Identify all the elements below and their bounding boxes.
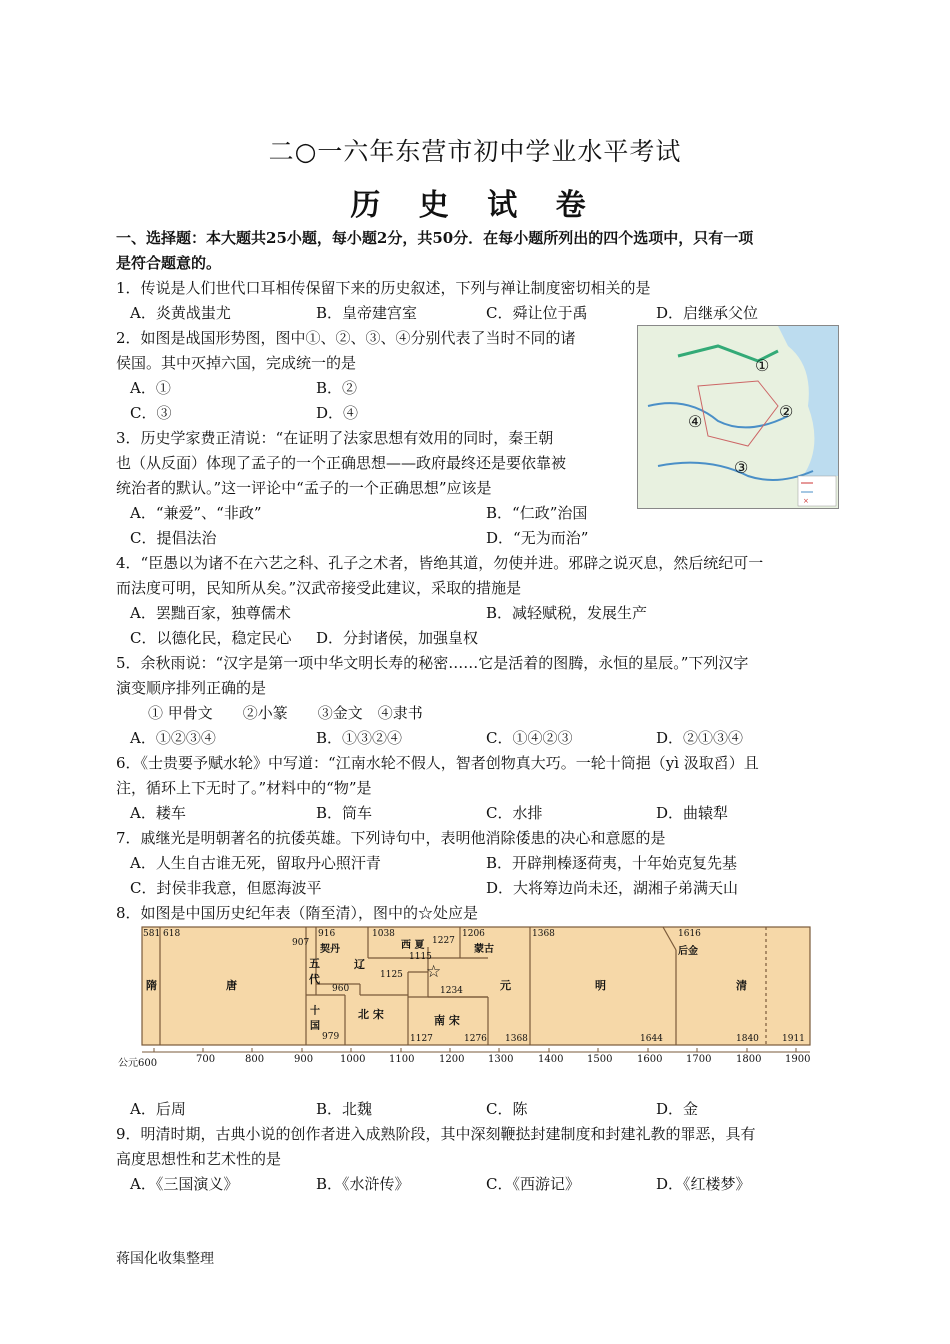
q3-option-c[interactable]: C．提倡法治 xyxy=(130,529,217,547)
q7-option-a[interactable]: A．人生自古谁无死，留取丹心照汗青 xyxy=(130,854,381,872)
axis-1000: 1000 xyxy=(340,1054,366,1065)
q5-stem: 5．余秋雨说：“汉字是第一项中华文明长寿的秘密……它是活着的图腾，永恒的星辰。”下列汉字 xyxy=(116,654,749,672)
star-marker: ☆ xyxy=(426,962,442,982)
axis-600: 公元600 xyxy=(118,1058,158,1069)
q2-option-b[interactable]: B．② xyxy=(316,379,358,397)
q8-option-a[interactable]: A．后周 xyxy=(130,1100,186,1118)
q2-option-c[interactable]: C．③ xyxy=(130,404,172,422)
dynasty-liao: 辽 xyxy=(354,958,365,971)
axis-1700: 1700 xyxy=(686,1054,712,1065)
q7-stem: 7．戚继光是明朝著名的抗倭英雄。下列诗句中，表明他消除倭患的决心和意愿的是 xyxy=(116,829,666,847)
axis-1900: 1900 xyxy=(785,1054,811,1065)
year-1911: 1911 xyxy=(782,1034,805,1044)
q6-stem-cont: 注，循环上下无时了。”材料中的“物”是 xyxy=(116,779,372,797)
q3-option-a[interactable]: A．“兼爱”、“非政” xyxy=(130,504,262,522)
axis-1500: 1500 xyxy=(587,1054,613,1065)
q3-stem: 3．历史学家费正清说：“在证明了法家思想有效用的同时，秦王朝 xyxy=(116,429,554,447)
q3-stem-cont: 也（从反面）体现了孟子的一个正确思想——政府最终还是要依靠被 xyxy=(116,454,567,472)
q6-option-d[interactable]: D．曲辕犁 xyxy=(656,804,729,822)
map-label-1: ① xyxy=(755,356,770,375)
q2-option-a[interactable]: A．① xyxy=(130,379,171,397)
q9-option-a[interactable]: A．《三国演义》 xyxy=(130,1175,239,1193)
year-1206: 1206 xyxy=(462,929,485,939)
q1-stem: 1．传说是人们世代口耳相传保留下来的历史叙述，下列与禅让制度密切相关的是 xyxy=(116,279,651,297)
axis-900: 900 xyxy=(294,1054,314,1065)
q2-option-d[interactable]: D．④ xyxy=(316,404,359,422)
svg-text:×: × xyxy=(803,497,809,505)
dynasty-ming: 明 xyxy=(595,979,606,992)
q1-option-b[interactable]: B．皇帝建宫室 xyxy=(316,304,418,322)
year-907: 907 xyxy=(292,938,310,948)
axis-1200: 1200 xyxy=(439,1054,465,1065)
q5-items: ① 甲骨文 ②小篆 ③金文 ④隶书 xyxy=(148,704,423,722)
q8-option-d[interactable]: D．金 xyxy=(656,1100,699,1118)
q9-stem: 9．明清时期，古典小说的创作者进入成熟阶段，其中深刻鞭挞封建制度和封建礼教的罪恶，具有 xyxy=(116,1125,756,1143)
q6-option-c[interactable]: C．水排 xyxy=(486,804,543,822)
q4-stem: 4．“臣愚以为诸不在六艺之科、孔子之术者，皆绝其道，勿使并进。邪辟之说灭息，然后统纪可一 xyxy=(116,554,764,572)
q4-option-b[interactable]: B．减轻赋税，发展生产 xyxy=(486,604,648,622)
q5-option-a[interactable]: A．①②③④ xyxy=(130,729,216,747)
q3-option-d[interactable]: D．“无为而治” xyxy=(486,529,589,547)
q2-stem-cont: 侯国。其中灭掉六国，完成统一的是 xyxy=(116,354,357,372)
q4-option-a[interactable]: A．罢黜百家，独尊儒术 xyxy=(130,604,291,622)
dynasty-northern-song: 北 宋 xyxy=(358,1008,384,1021)
q9-stem-cont: 高度思想性和艺术性的是 xyxy=(116,1150,282,1168)
year-1125: 1125 xyxy=(380,970,403,980)
chronology-graphic xyxy=(118,922,818,1070)
year-1127: 1127 xyxy=(410,1034,433,1044)
q6-option-a[interactable]: A．耧车 xyxy=(130,804,186,822)
q6-stem: 6．《士贵要予赋水轮》中写道：“江南水轮不假人，智者创物真大巧。一轮十筒挹（yì 汲取舀）且 xyxy=(116,754,759,772)
q3-option-b[interactable]: B．“仁政”治国 xyxy=(486,504,588,522)
q4-option-d[interactable]: D．分封诸侯，加强皇权 xyxy=(316,629,479,647)
exam-subtitle: 历 史 试 卷 xyxy=(350,188,600,223)
q7-option-d[interactable]: D．大将筹边尚未还，湖湘子弟满天山 xyxy=(486,879,739,897)
year-1115: 1115 xyxy=(409,952,432,962)
year-916: 916 xyxy=(318,929,336,939)
q1-option-c[interactable]: C．舜让位于禹 xyxy=(486,304,588,322)
map-label-3: ③ xyxy=(734,458,749,477)
map-label-2: ② xyxy=(779,402,794,421)
q5-option-d[interactable]: D．②①③④ xyxy=(656,729,744,747)
year-1276: 1276 xyxy=(464,1034,487,1044)
year-1038: 1038 xyxy=(372,929,395,939)
q8-option-c[interactable]: C．陈 xyxy=(486,1100,528,1118)
dynasty-khitan: 契丹 xyxy=(320,944,340,955)
section-intro: 一、选择题：本大题共25小题，每小题2分，共50分．在每小题所列出的四个选项中，只有一项 xyxy=(116,229,754,247)
year-1644: 1644 xyxy=(640,1034,663,1044)
dynasty-qing: 清 xyxy=(736,979,747,992)
q1-option-d[interactable]: D．启继承父位 xyxy=(656,304,759,322)
q1-option-a[interactable]: A．炎黄战蚩尤 xyxy=(130,304,231,322)
q7-option-c[interactable]: C．封侯非我意，但愿海波平 xyxy=(130,879,322,897)
q9-option-b[interactable]: B．《水浒传》 xyxy=(316,1175,410,1193)
q8-option-b[interactable]: B．北魏 xyxy=(316,1100,373,1118)
year-1368-top: 1368 xyxy=(532,929,555,939)
dynasty-xixia: 西 夏 xyxy=(401,940,425,951)
map-label-4: ④ xyxy=(688,412,703,431)
q7-option-b[interactable]: B．开辟荆榛逐荷夷，十年始克复先基 xyxy=(486,854,738,872)
footer-note: 蒋国化收集整理 xyxy=(116,1251,214,1267)
year-1616: 1616 xyxy=(678,929,701,939)
year-1840: 1840 xyxy=(736,1034,759,1044)
year-979: 979 xyxy=(322,1032,340,1042)
axis-1100: 1100 xyxy=(389,1054,415,1065)
q9-option-c[interactable]: C．《西游记》 xyxy=(486,1175,580,1193)
dynasty-tang: 唐 xyxy=(226,979,237,992)
dynasty-yuan: 元 xyxy=(500,979,511,992)
year-1234: 1234 xyxy=(440,986,463,996)
dynasty-southern-song: 南 宋 xyxy=(434,1014,460,1027)
year-960: 960 xyxy=(332,984,350,994)
axis-1400: 1400 xyxy=(538,1054,564,1065)
dynasty-ten: 十国 xyxy=(310,1006,320,1032)
map-graphic xyxy=(638,326,838,508)
axis-1300: 1300 xyxy=(488,1054,514,1065)
axis-1800: 1800 xyxy=(736,1054,762,1065)
q5-stem-cont: 演变顺序排列正确的是 xyxy=(116,679,267,697)
dynasty-sui: 隋 xyxy=(146,979,157,992)
exam-title: 二○一六年东营市初中学业水平考试 xyxy=(268,137,682,166)
q4-option-c[interactable]: C．以德化民，稳定民心 xyxy=(130,629,292,647)
axis-700: 700 xyxy=(196,1054,216,1065)
q2-stem: 2．如图是战国形势图，图中①、②、③、④分别代表了当时不同的诸 xyxy=(116,329,576,347)
year-618: 618 xyxy=(163,929,181,939)
q9-option-d[interactable]: D．《红楼梦》 xyxy=(656,1175,751,1193)
q6-option-b[interactable]: B．筒车 xyxy=(316,804,373,822)
warring-states-map xyxy=(637,325,839,509)
dynasty-five: 五代 xyxy=(309,957,320,986)
year-581: 581 xyxy=(143,929,161,939)
dynasty-mongol: 蒙古 xyxy=(474,944,494,955)
axis-1600: 1600 xyxy=(637,1054,663,1065)
q5-option-c[interactable]: C．①④②③ xyxy=(486,729,573,747)
q5-option-b[interactable]: B．①③②④ xyxy=(316,729,403,747)
year-1368-bottom: 1368 xyxy=(505,1034,528,1044)
dynasty-later-jin: 后金 xyxy=(678,946,698,957)
q8-stem: 8．如图是中国历史纪年表（隋至清），图中的☆处应是 xyxy=(116,904,479,922)
q4-stem-cont: 而法度可明，民知所从矣。”汉武帝接受此建议，采取的措施是 xyxy=(116,579,522,597)
axis-800: 800 xyxy=(245,1054,265,1065)
chronology-chart xyxy=(118,922,818,1070)
year-1227: 1227 xyxy=(432,936,455,946)
q3-stem-cont2: 统治者的默认。”这一评论中“孟子的一个正确思想”应该是 xyxy=(116,479,492,497)
section-intro-cont: 是符合题意的。 xyxy=(116,254,222,272)
